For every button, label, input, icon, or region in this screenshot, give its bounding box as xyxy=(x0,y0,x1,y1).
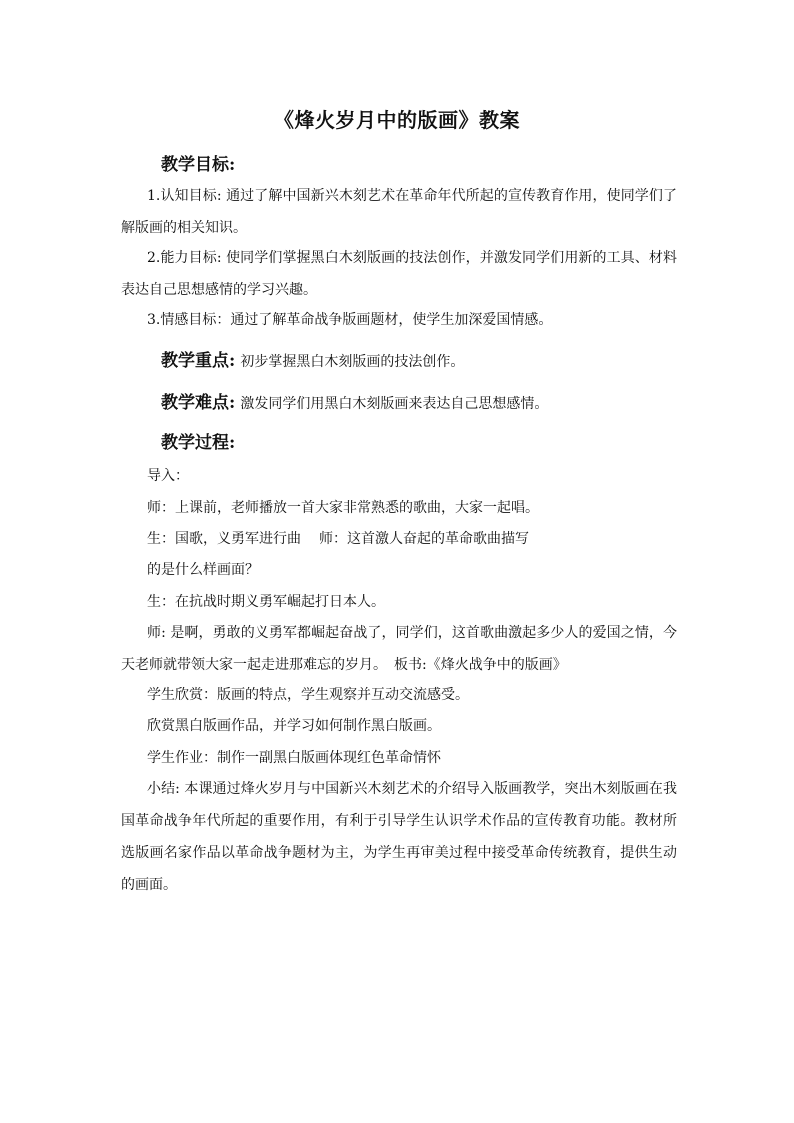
bw-works-line: 欣赏黑白版画作品，并学习如何制作黑白版画。 xyxy=(147,718,441,734)
objective-emotional: 3.情感目标：通过了解革命战争版画题材，使学生加深爱国情感。 xyxy=(147,312,553,328)
document-title: 《烽火岁月中的版画》教案 xyxy=(274,108,520,132)
objective-cognitive: 1.认知目标: 通过了解中国新兴木刻艺术在革命年代所起的宣传教育作用，使同学们了解版画的相关知识。 xyxy=(121,188,677,236)
key-point-label: 教学重点: xyxy=(161,351,236,371)
difficulty-text: 激发同学们用黑白木刻版画来表达自己思想感情。 xyxy=(240,396,549,412)
homework-line: 学生作业：制作一副黑白版画体现红色革命情怀 xyxy=(147,750,441,766)
difficulty-label: 教学难点: xyxy=(161,393,236,413)
student-line-1: 生：国歌，义勇军进行曲 xyxy=(147,531,301,547)
difficulty-row xyxy=(161,388,548,413)
teacher-line-2: 师：这首激人奋起的革命歌曲描写 xyxy=(319,531,529,547)
objectives-heading: 教学目标: xyxy=(161,155,236,175)
teacher-line-2-cont: 的是什么样画面？ xyxy=(147,562,259,578)
student-line-2: 生：在抗战时期义勇军崛起打日本人。 xyxy=(147,594,385,610)
summary-paragraph: 小结: 本课通过烽火岁月与中国新兴木刻艺术的介绍导入版画教学，突出木刻版画在我国革命战争年代所起的重要作用，有利于引导学生认识学术作品的宣传教育功能。教材所选版画名家作品以革命战争题材为主，为学生再审美过程中接受革命传统教育，提供生动的画面。 xyxy=(121,781,677,893)
process-heading: 教学过程: xyxy=(161,433,236,453)
process-intro: 导入： xyxy=(147,468,189,484)
appreciation-line: 学生欣赏：版画的特点，学生观察并互动交流感受。 xyxy=(147,687,469,703)
objective-ability: 2.能力目标: 使同学们掌握黑白木刻版画的技法创作，并激发同学们用新的工具、材料表达自己思想感情的学习兴趣。 xyxy=(121,250,677,298)
teacher-line-1: 师：上课前，老师播放一首大家非常熟悉的歌曲，大家一起唱。 xyxy=(147,500,539,516)
dialogue-line xyxy=(147,529,529,549)
teacher-line-3: 师: 是啊，勇敢的义勇军都崛起奋战了，同学们，这首歌曲激起多少人的爱国之情，今天老师就带领大家一起走进那难忘的岁月。 板书:《烽火战争中的版画》 xyxy=(121,625,677,673)
key-point-text: 初步掌握黑白木刻版画的技法创作。 xyxy=(240,354,465,370)
key-point-row xyxy=(161,346,464,371)
